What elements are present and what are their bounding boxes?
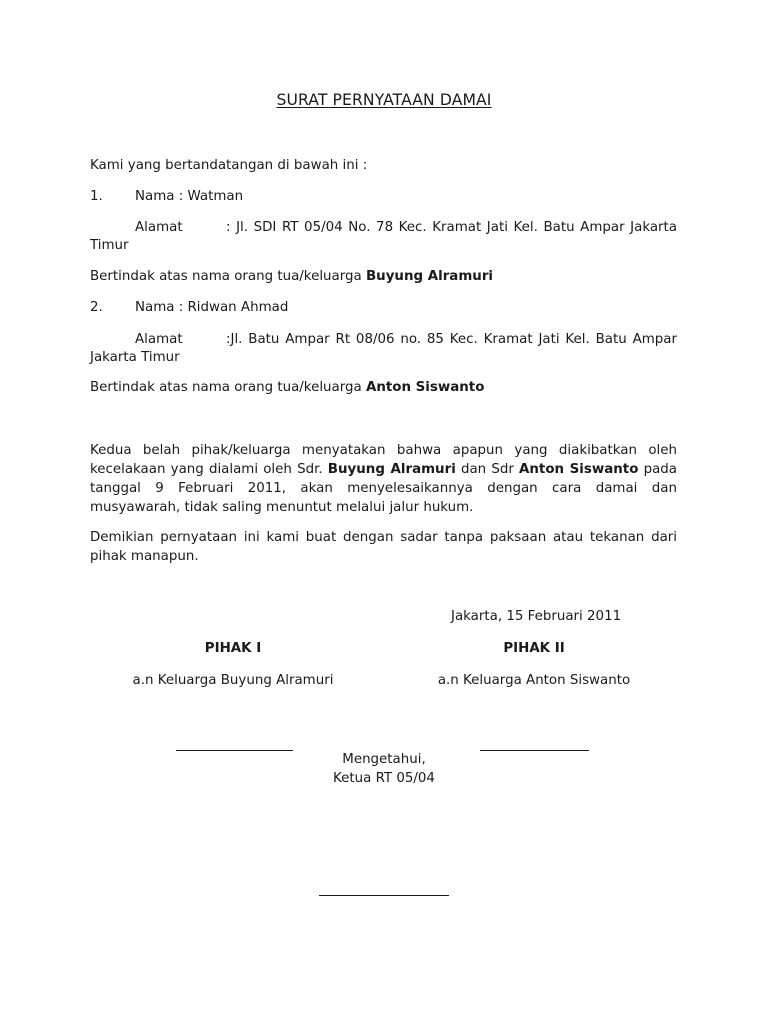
party-2-acting [90,379,484,397]
party-1-signatory: a.n Keluarga Buyung Alramuri [132,673,334,688]
party-1-address-line1: : Jl. SDI RT 05/04 No. 78 Kec. Kramat Jati Kel. Batu Ampar Jakarta [226,220,677,235]
statement-part-3: pada tanggal 9 Februari 2011, akan menyelesaikannya dengan cara damai dan musyawarah, tidak saling menuntut melalui jalur hukum. [90,462,678,515]
statement-name-2: Anton Siswanto [519,462,639,477]
party-1-acting-name: Buyung Alramuri [365,269,494,284]
party-2-address-line1: :Jl. Batu Ampar Rt 08/06 no. 85 Kec. Kramat Jati Kel. Batu Ampar [226,332,677,347]
statement-part-2: dan Sdr [455,462,520,477]
witness-label: Mengetahui, [342,752,426,767]
party-2-address-line2: Jakarta Timur [90,350,180,365]
document-title: SURAT PERNYATAAN DAMAI [276,91,492,109]
statement-paragraph [90,441,677,517]
party-2-signature-line [480,750,589,751]
party-1-address-line2: Timur [90,238,129,253]
party-2-acting-name: Anton Siswanto [365,380,485,395]
party-2-address-label: Alamat [135,332,183,347]
closing-paragraph: Demikian pernyataan ini kami buat dengan sadar tanpa paksaan atau tekanan dari pihak manapun. [90,530,677,564]
witness-role: Ketua RT 05/04 [333,771,435,786]
party-2-signatory: a.n Keluarga Anton Siswanto [437,673,631,688]
witness-signature-line [319,895,449,896]
place-date: Jakarta, 15 Februari 2011 [451,609,622,624]
party-1-heading: PIHAK I [204,641,262,656]
party-1-signature-line [176,750,293,751]
party-2-name: Nama : Ridwan Ahmad [135,300,289,315]
party-1-acting [90,268,493,286]
intro-text: Kami yang bertandatangan di bawah ini : [90,158,368,173]
statement-name-1: Buyung Alramuri [327,462,456,477]
party-1-name: Nama : Watman [135,189,244,204]
statement-part-1: Kedua belah pihak/keluarga menyatakan bahwa apapun yang diakibatkan oleh kecelakaan yang dialami oleh Sdr. [90,443,677,477]
party-1-address-label: Alamat [135,220,183,235]
party-2-heading: PIHAK II [503,641,565,656]
party-1-acting-prefix: Bertindak atas nama orang tua/keluarga [90,269,366,284]
party-2-number: 2. [90,300,103,315]
party-1-number: 1. [90,189,103,204]
party-2-acting-prefix: Bertindak atas nama orang tua/keluarga [90,380,366,395]
